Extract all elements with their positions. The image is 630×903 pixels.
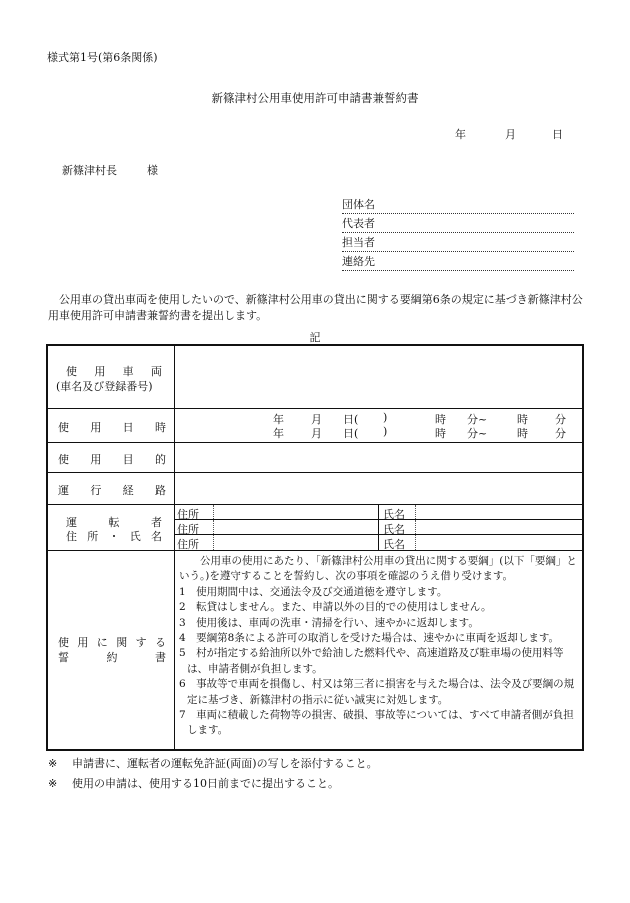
dt2-minute-from: 分~	[467, 427, 488, 440]
pledge-item-5: 5 村が指定する給油所以外で給油した燃料代や、高速道路及び駐車場の使用料等は、申請者側が負担します。	[179, 647, 564, 675]
driver-line-1	[175, 505, 582, 520]
driver-2-name-input[interactable]	[415, 520, 582, 534]
dt2-year: 年	[273, 427, 284, 440]
pledge-lead: 公用車の使用にあたり、「新篠津村公用車の貸出に関する要綱」(以下「要綱」という。)を遵守することを誓約し、次の事項を確認のうえ借り受けます。	[179, 555, 577, 583]
pledge-label-1: 使用に関する	[58, 636, 166, 649]
datetime-input[interactable]	[175, 409, 582, 442]
dt1-minute: 分	[555, 413, 566, 426]
driver-2-address-input[interactable]	[213, 520, 379, 534]
note-2-mark: ※	[48, 777, 58, 790]
driver-line-2	[175, 520, 582, 535]
purpose-label-cell	[48, 443, 175, 472]
datetime-line-1	[175, 411, 575, 425]
driver-lines	[175, 505, 582, 550]
driver-1-address-input[interactable]	[213, 505, 379, 519]
dt1-close: )	[383, 411, 388, 424]
note-2-text: 使用の申請は、使用する10日前までに提出すること。	[72, 777, 339, 790]
contact-label: 連絡先	[342, 255, 375, 268]
vehicle-input[interactable]	[175, 346, 582, 408]
date-year: 年	[455, 128, 466, 141]
representative-field[interactable]	[342, 216, 574, 233]
driver-1-name-label: 氏名	[383, 508, 405, 521]
pledge-label-cell	[48, 551, 175, 749]
note-1-mark: ※	[48, 757, 58, 770]
dt1-day: 日(	[343, 413, 359, 426]
driver-label-cell	[48, 505, 175, 550]
addressee-name: 新篠津村長	[62, 164, 117, 177]
intro-text: 公用車の貸出車両を使用したいので、新篠津村公用車の貸出に関する要綱第6条の規定に基づき新篠津村公用車使用許可申請書兼誓約書を提出します。	[48, 293, 583, 322]
pledge-item-1: 1 使用期間中は、交通法令及び交通道徳を遵守します。	[179, 585, 448, 598]
pledge-item-2: 2 転貸はしません。また、申請以外の目的での使用はしません。	[179, 601, 492, 614]
dt2-minute: 分	[555, 427, 566, 440]
note-2	[48, 775, 339, 791]
datetime-label-cell	[48, 409, 175, 442]
driver-3-name-label: 氏名	[383, 538, 405, 551]
dt2-hour: 時	[435, 427, 446, 440]
purpose-input[interactable]	[175, 443, 582, 472]
purpose-label: 使用目的	[58, 453, 166, 466]
dt1-hour: 時	[435, 413, 446, 426]
ki-marker: 記	[309, 331, 321, 344]
driver-3-name-input[interactable]	[415, 535, 582, 550]
dt1-year: 年	[273, 413, 284, 426]
pledge-content	[175, 551, 582, 749]
dt1-month: 月	[311, 413, 322, 426]
person-in-charge-field[interactable]	[342, 235, 574, 252]
driver-2-address-label: 住所	[177, 523, 199, 536]
driver-3-address-label: 住所	[177, 538, 199, 551]
driver-label-2: 住所・氏名	[66, 530, 162, 543]
datetime-line-2	[175, 425, 575, 439]
representative-label: 代表者	[342, 217, 375, 230]
pledge-text	[179, 554, 578, 739]
person-in-charge-label: 担当者	[342, 236, 375, 249]
addressee-honorific: 様	[147, 164, 158, 177]
pledge-item-3: 3 使用後は、車両の洗車・清掃を行い、速やかに返却します。	[179, 616, 479, 629]
pledge-item-7: 7 車両に積載した荷物等の損害、破損、事故等については、すべて申請者側が負担します。	[179, 709, 574, 737]
dt2-hour2: 時	[517, 427, 528, 440]
note-1	[48, 755, 378, 771]
pledge-label-2: 誓約書	[58, 651, 166, 664]
form-number: 様式第1号(第6条関係)	[47, 51, 158, 64]
driver-3-address-input[interactable]	[213, 535, 379, 550]
route-label-cell	[48, 473, 175, 504]
intro-paragraph	[48, 292, 588, 324]
vehicle-sublabel: (車名及び登録番号)	[56, 380, 153, 393]
organization-label: 団体名	[342, 198, 375, 211]
application-table	[46, 344, 584, 751]
purpose-row	[48, 443, 582, 473]
date-month: 月	[505, 128, 516, 141]
dt1-minute-from: 分~	[467, 413, 488, 426]
datetime-label: 使用日時	[58, 421, 166, 434]
driver-1-name-input[interactable]	[415, 505, 582, 519]
driver-2-name-label: 氏名	[383, 523, 405, 536]
dt2-month: 月	[311, 427, 322, 440]
note-1-text: 申請書に、運転者の運転免許証(両面)の写しを添付すること。	[72, 757, 378, 770]
addressee	[62, 162, 158, 178]
pledge-item-6: 6 事故等で車両を損傷し、村又は第三者に損害を与えた場合は、法令及び要綱の規定に基づき、新篠津村の指示に従い誠実に対処します。	[179, 678, 575, 706]
date-day: 日	[552, 128, 563, 141]
driver-line-3	[175, 535, 582, 550]
route-row	[48, 473, 582, 505]
route-label: 運行経路	[58, 484, 166, 497]
vehicle-label-cell	[48, 346, 175, 408]
pledge-row	[48, 551, 582, 749]
dt1-hour2: 時	[517, 413, 528, 426]
document-title: 新篠津村公用車使用許可申請書兼誓約書	[211, 91, 419, 105]
vehicle-label: 使用車両	[66, 365, 162, 378]
driver-row	[48, 505, 582, 551]
pledge-item-4: 4 要綱第8条による許可の取消しを受けた場合は、速やかに車両を返却します。	[179, 632, 560, 645]
dt2-close: )	[383, 425, 388, 438]
dt2-day: 日(	[343, 427, 359, 440]
datetime-row	[48, 409, 582, 443]
organization-field[interactable]	[342, 197, 574, 214]
vehicle-row	[48, 346, 582, 409]
driver-1-address-label: 住所	[177, 508, 199, 521]
driver-label-1: 運転者	[66, 516, 162, 529]
contact-field[interactable]	[342, 254, 574, 271]
route-input[interactable]	[175, 473, 582, 504]
